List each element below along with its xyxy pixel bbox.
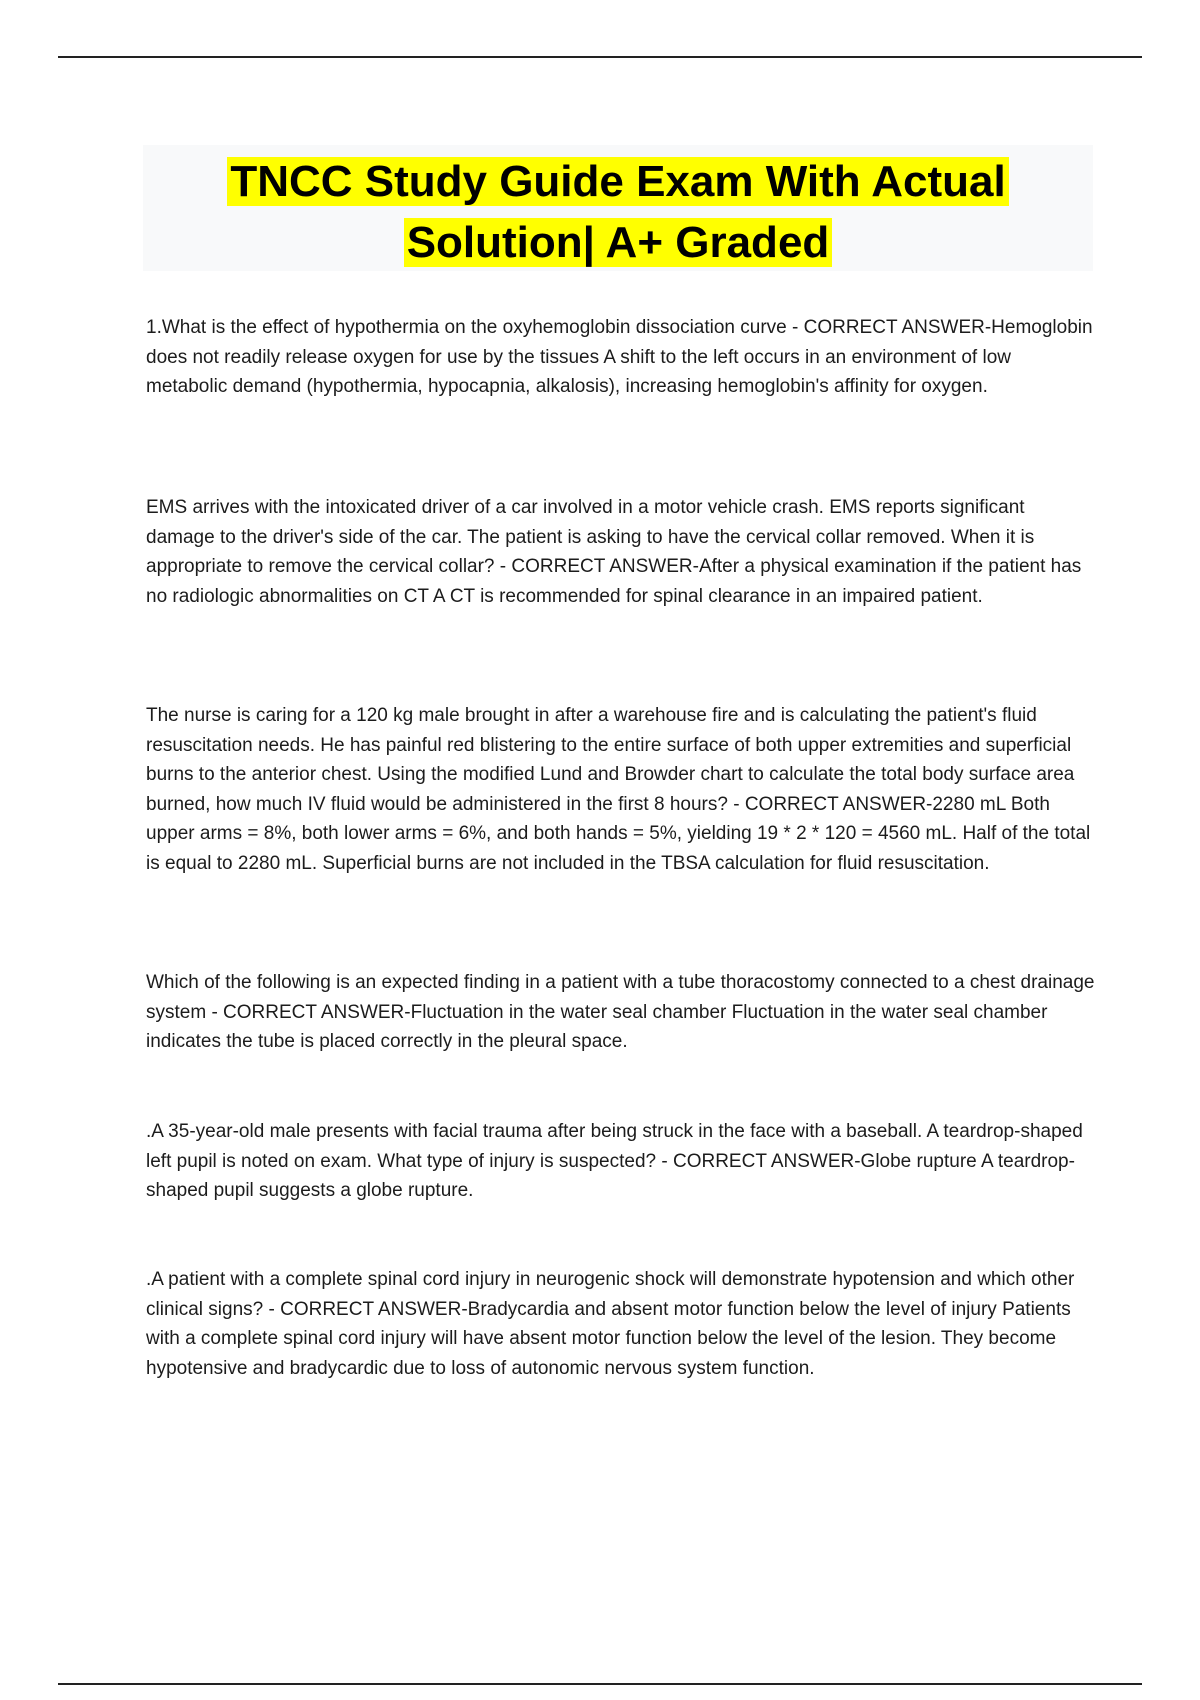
qa-item-cervical-collar: EMS arrives with the intoxicated driver of a car involved in a motor vehicle crash. EMS reports significant damage to the driver's side of the car. The patient is asking to have the cervical collar removed. When it is appropriate to remove the cervical collar? - CORRECT ANSWER-After a physical examination if the patient has no radiologic abnormalities on CT A CT is recommended for spinal clearance in an impaired patient. bbox=[146, 497, 1082, 607]
qa-item-burn-fluid: The nurse is caring for a 120 kg male brought in after a warehouse fire and is calculating the patient's fluid resuscitation needs. He has painful red blistering to the entire surface of both upper extremities and superficial burns to the anterior chest. Using the modified Lund and Browder chart to calculate the total body surface area burned, how much IV fluid would be administered in the first 8 hours? - CORRECT ANSWER-2280 mL Both upper arms = 8%, both lower arms = 6%, and both hands = 5%, yielding 19 * 2 * 120 = 4560 mL. Half of the total is equal to 2280 mL. Superficial burns are not included in the TBSA calculation for fluid resuscitation. bbox=[146, 705, 1091, 874]
page-title bbox=[143, 145, 1093, 273]
title-line-2: Solution| A+ Graded bbox=[404, 218, 833, 267]
title-line-1: TNCC Study Guide Exam With Actual bbox=[227, 157, 1008, 206]
qa-item-hypothermia: 1.What is the effect of hypothermia on the oxyhemoglobin dissociation curve - CORRECT ANSWER-Hemoglobin does not readily release oxygen for use by the tissues A shift to the left occurs in an environment of low metabolic demand (hypothermia, hypocapnia, alkalosis), increasing hemoglobin's affinity for oxygen. bbox=[146, 317, 1093, 397]
top-divider bbox=[58, 56, 1142, 58]
qa-item-neurogenic-shock: .A patient with a complete spinal cord injury in neurogenic shock will demonstrate hypotension and which other clinical signs? - CORRECT ANSWER-Bradycardia and absent motor function below the level of injury Patients with a complete spinal cord injury will have absent motor function below the level of the lesion. They become hypotensive and bradycardic due to loss of autonomic nervous system function. bbox=[146, 1269, 1075, 1379]
qa-item-chest-drainage: Which of the following is an expected finding in a patient with a tube thoracostomy connected to a chest drainage system - CORRECT ANSWER-Fluctuation in the water seal chamber Fluctuation in the water seal chamber indicates the tube is placed correctly in the pleural space. bbox=[146, 972, 1095, 1052]
qa-item-globe-rupture: .A 35-year-old male presents with facial trauma after being struck in the face with a baseball. A teardrop-shaped left pupil is noted on exam. What type of injury is suspected? - CORRECT ANSWER-Globe rupture A teardrop-shaped pupil suggests a globe rupture. bbox=[146, 1121, 1083, 1201]
title-block bbox=[143, 145, 1093, 271]
bottom-divider bbox=[58, 1683, 1142, 1685]
